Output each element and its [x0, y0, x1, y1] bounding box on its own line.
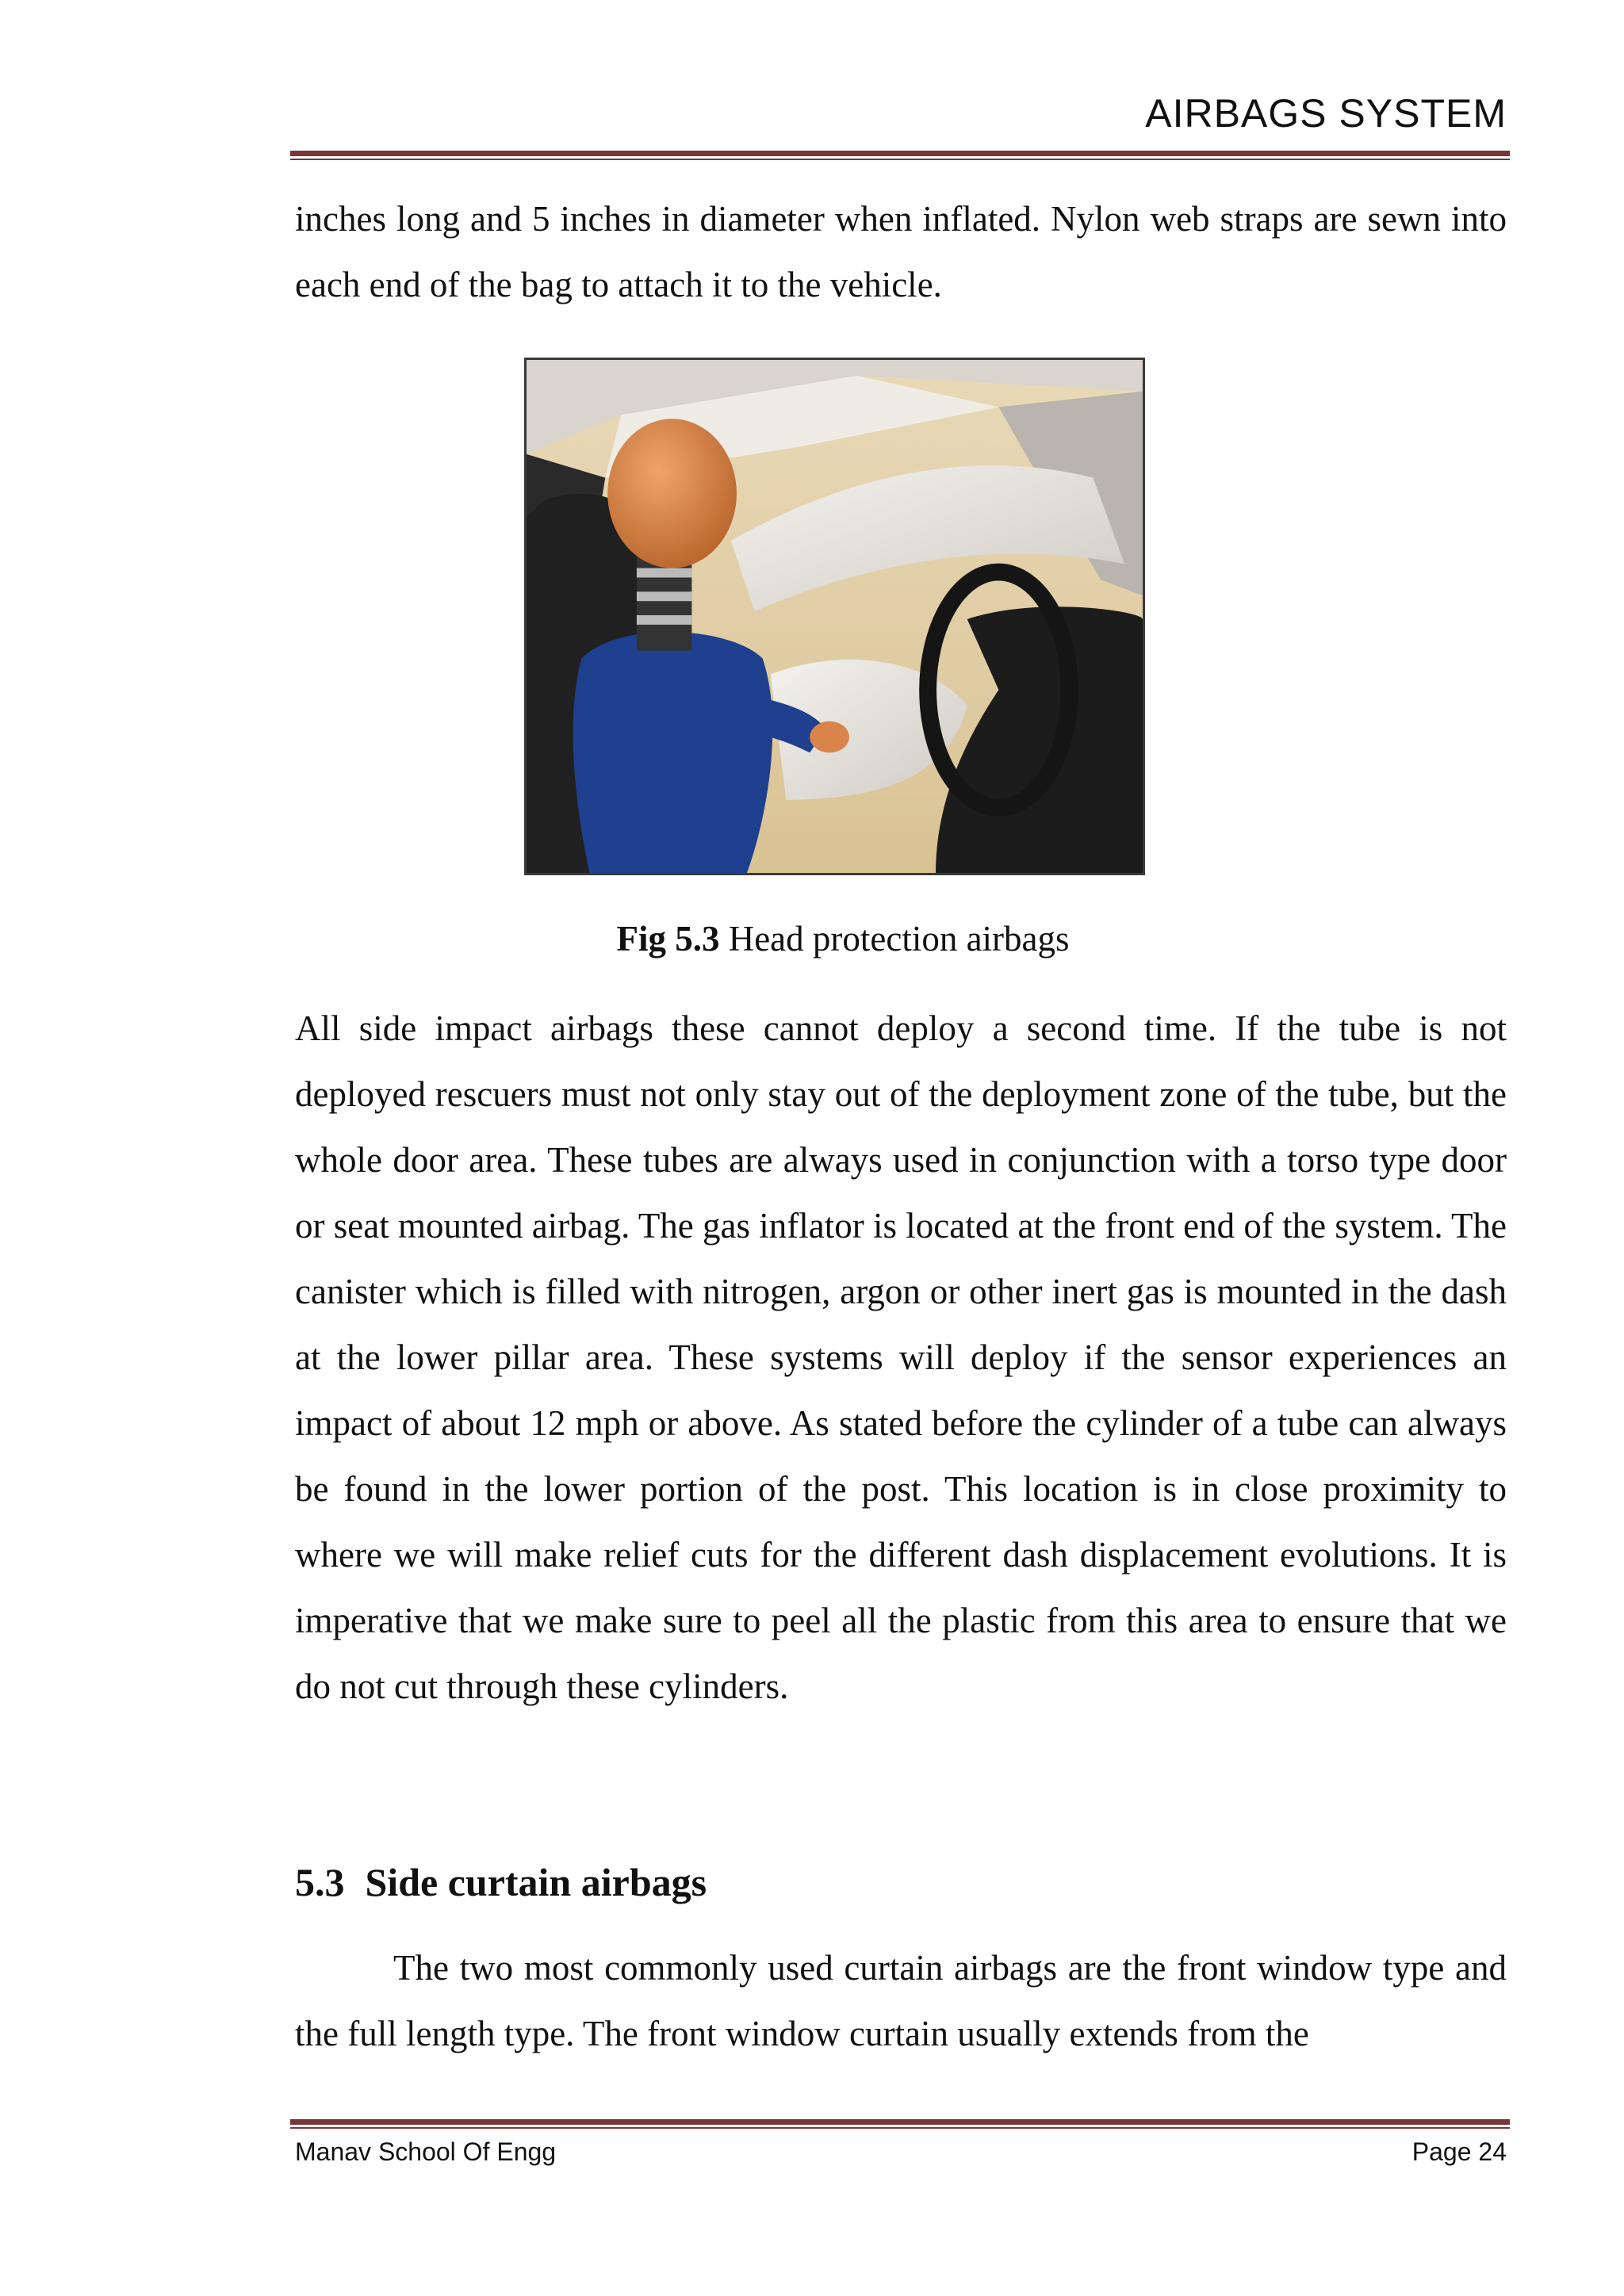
running-header-title: AIRBAGS SYSTEM — [1145, 91, 1507, 136]
figure-head-protection-airbag-photo — [524, 358, 1145, 875]
header-rule-thin — [290, 159, 1510, 160]
body-paragraph — [295, 996, 1507, 1720]
figure-caption-text: Head protection airbags — [719, 919, 1070, 959]
section-paragraph-text: The two most commonly used curtain airbags are the front window type and the full length type. The front window curtain usually extends from the — [295, 1948, 1507, 2053]
figure-label: Fig 5.3 — [616, 919, 720, 959]
section-title: Side curtain airbags — [365, 1860, 707, 1904]
body-paragraph-text: All side impact airbags these cannot deploy a second time. If the tube is not deployed rescuers must not only stay out of the deployment zone of the tube, but the whole door area. These tubes are always used in conjunction with a torso type door or seat mounted airbag. The gas inflator is located at the front end of the system. The canister which is filled with nitrogen, argon or other inert gas is mounted in the dash at the lower pillar area. These systems will deploy if the sensor experiences an impact of about 12 mph or above. As stated before the cylinder of a tube can always be found in the lower portion of the post. This location is in close proximity to where we will make relief cuts for the different dash displacement evolutions. It is imperative that we make sure to peel all the plastic from this area to ensure that we do not cut through these cylinders. — [295, 1008, 1507, 1706]
footer-rule-thin — [290, 2127, 1510, 2129]
figure-caption — [295, 918, 1391, 959]
section-number: 5.3 — [295, 1860, 345, 1904]
footer-rule — [290, 2119, 1510, 2125]
section-paragraph — [295, 1935, 1507, 2067]
footer-page-number: Page 24 — [1411, 2137, 1507, 2166]
intro-paragraph — [295, 186, 1507, 318]
header-rule — [290, 151, 1510, 156]
airbag-photo-illustration — [527, 360, 1143, 873]
footer-institution: Manav School Of Engg — [295, 2137, 557, 2166]
section-heading — [295, 1859, 707, 1905]
intro-paragraph-text: inches long and 5 inches in diameter when inflated. Nylon web straps are sewn into each end of the bag to attach it to the vehicle. — [295, 199, 1507, 304]
